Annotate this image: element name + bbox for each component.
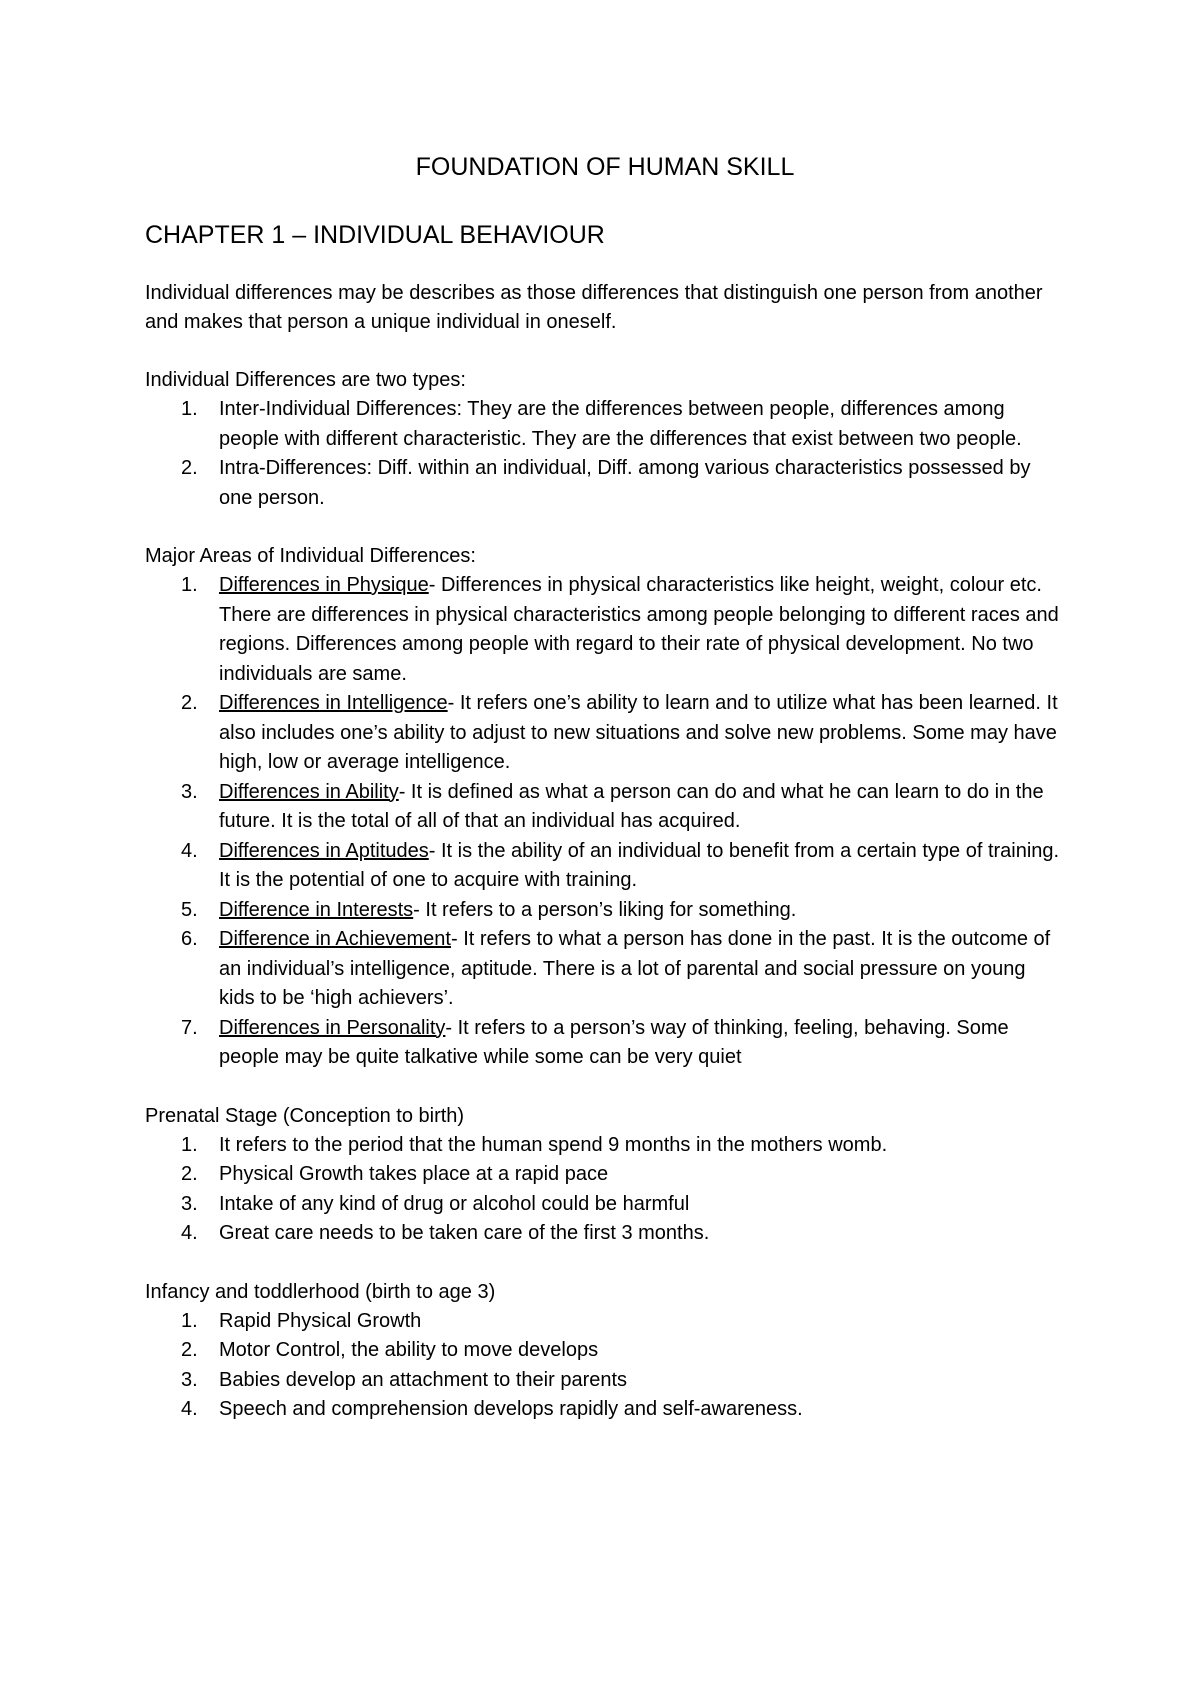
list-item [145, 1366, 1065, 1396]
types-heading: Individual Differences are two types: [145, 369, 466, 391]
list-text: Rapid Physical Growth [219, 1309, 422, 1332]
list-item [145, 1190, 1065, 1220]
list-text: - It refers to a person’s liking for something. [413, 898, 797, 921]
list-text: Motor Control, the ability to move develops [219, 1339, 599, 1361]
list-number: 1. [181, 1133, 198, 1156]
list-number: 2. [181, 692, 198, 714]
infancy-list [145, 1307, 1065, 1425]
list-text: Speech and comprehension develops rapidly and self-awareness. [219, 1398, 803, 1420]
list-item [145, 1395, 1065, 1425]
document-page [145, 150, 1065, 1454]
area-term: Differences in Physique [219, 574, 429, 596]
document-title: FOUNDATION OF HUMAN SKILL [415, 153, 795, 181]
list-number: 3. [181, 780, 198, 803]
area-term: Differences in Ability [219, 780, 399, 803]
list-text: Babies develop an attachment to their parents [219, 1368, 628, 1391]
list-number: 7. [181, 1016, 198, 1039]
list-item [145, 1307, 1065, 1337]
list-number: 2. [181, 1163, 198, 1185]
list-item [145, 925, 1065, 1014]
list-item [145, 689, 1065, 778]
list-item [145, 571, 1065, 689]
list-item [145, 1014, 1065, 1073]
areas-heading: Major Areas of Individual Differences: [145, 545, 476, 567]
list-number: 1. [181, 574, 198, 596]
areas-list [145, 571, 1065, 1073]
list-item [145, 1219, 1065, 1249]
list-number: 6. [181, 928, 198, 950]
list-item [145, 778, 1065, 837]
chapter-heading: CHAPTER 1 – INDIVIDUAL BEHAVIOUR [145, 221, 605, 249]
list-item [145, 896, 1065, 926]
list-number: 1. [181, 398, 198, 420]
list-number: 3. [181, 1192, 198, 1215]
list-number: 4. [181, 839, 198, 862]
list-item [145, 1131, 1065, 1161]
list-item [145, 1336, 1065, 1366]
list-item [145, 454, 1065, 513]
area-term: Difference in Interests [219, 898, 414, 921]
area-term: Differences in Personality [219, 1016, 446, 1039]
list-text: - It is the ability of an individual to benefit from a certain type of training. It is the potential of one to acquire with training. [219, 839, 1060, 891]
area-term: Differences in Aptitudes [219, 839, 429, 862]
list-number: 2. [181, 457, 198, 479]
list-text: - Differences in physical characteristics like height, weight, colour etc. There are differences in physical characteristics among people belonging to different races and regions. Differences among people with regard to their rate of physical development. No two individuals are same. [219, 574, 1059, 685]
list-text: Great care needs to be taken care of the first 3 months. [219, 1222, 710, 1244]
list-number: 4. [181, 1222, 198, 1244]
list-text: Physical Growth takes place at a rapid pace [219, 1163, 609, 1185]
list-text: Inter-Individual Differences: They are the differences between people, differences among people with different characteristic. They are the differences that exist between two people. [219, 398, 1022, 450]
list-number: 5. [181, 898, 198, 921]
list-text: - It refers to a person’s way of thinking, feeling, behaving. Some people may be quite talkative while some can be very quiet [219, 1016, 1009, 1068]
list-number: 1. [181, 1309, 198, 1332]
list-item [145, 395, 1065, 454]
list-number: 3. [181, 1368, 198, 1391]
prenatal-list [145, 1131, 1065, 1249]
list-text: - It refers to what a person has done in the past. It is the outcome of an individual’s intelligence, aptitude. There is a lot of parental and social pressure on young kids to be ‘high achievers’. [219, 928, 1051, 1009]
list-item [145, 1160, 1065, 1190]
list-text: Intake of any kind of drug or alcohol could be harmful [219, 1192, 690, 1215]
list-item [145, 837, 1065, 896]
list-text: - It refers one’s ability to learn and to utilize what has been learned. It also includes one’s ability to adjust to new situations and solve new problems. Some may have high, low or average intelligence. [219, 692, 1058, 773]
infancy-heading: Infancy and toddlerhood (birth to age 3) [145, 1280, 496, 1303]
intro-paragraph: Individual differences may be describes as those differences that distinguish one person from another and makes that person a unique individual in oneself. [145, 282, 1043, 333]
area-term: Difference in Achievement [219, 928, 451, 950]
list-text: - It is defined as what a person can do and what he can learn to do in the future. It is the total of all of that an individual has acquired. [219, 780, 1044, 832]
types-list [145, 395, 1065, 513]
list-text: Intra-Differences: Diff. within an individual, Diff. among various characteristics possessed by one person. [219, 457, 1031, 509]
prenatal-heading: Prenatal Stage (Conception to birth) [145, 1104, 465, 1127]
list-number: 4. [181, 1398, 198, 1420]
area-term: Differences in Intelligence [219, 692, 448, 714]
list-text: It refers to the period that the human spend 9 months in the mothers womb. [219, 1133, 888, 1156]
list-number: 2. [181, 1339, 198, 1361]
